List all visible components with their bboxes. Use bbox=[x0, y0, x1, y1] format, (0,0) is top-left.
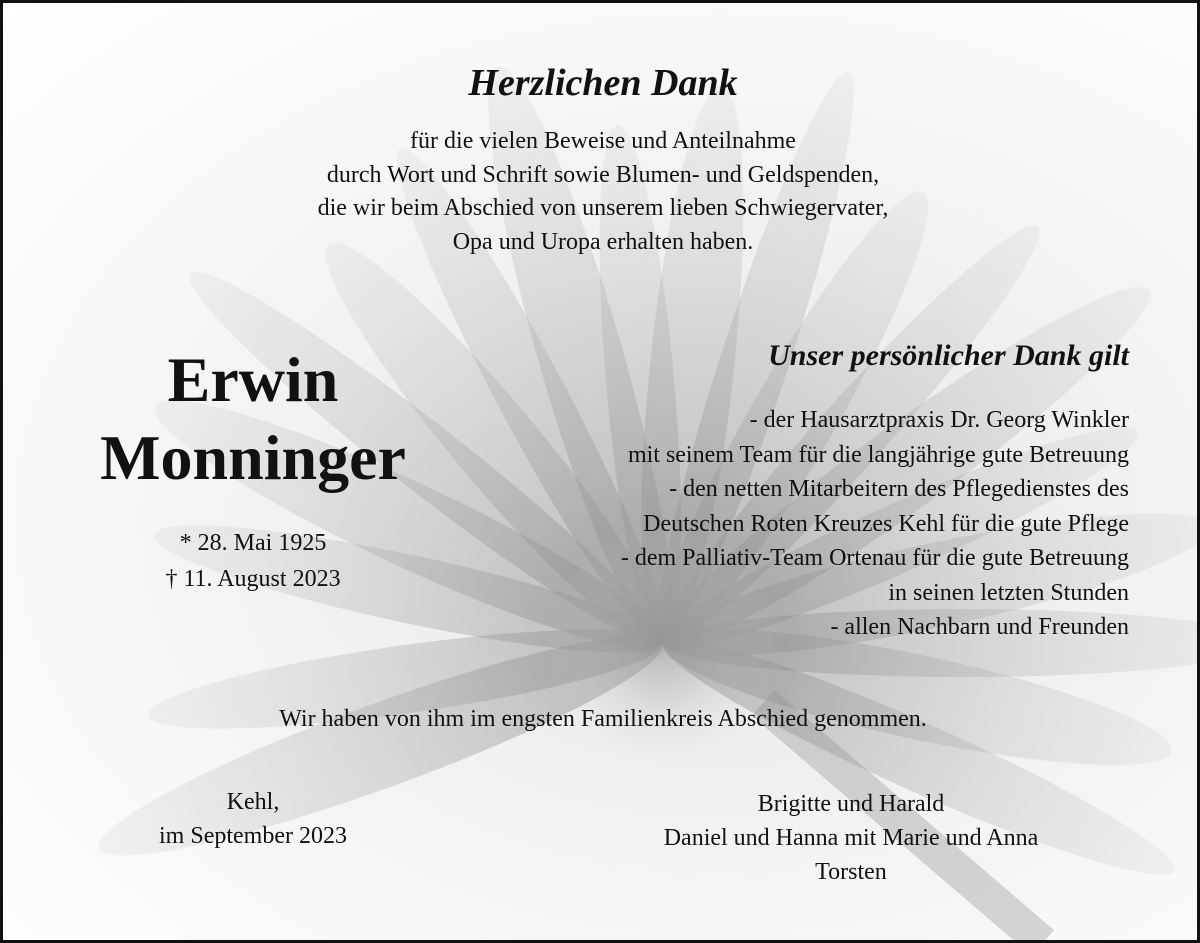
family-signature bbox=[601, 787, 1101, 889]
thanks-line: in seinen letzten Stunden bbox=[888, 579, 1129, 606]
thanks-line: mit seinem Team für die langjährige gute Betreuung bbox=[627, 441, 1129, 468]
thanks-line: - der Hausarztpraxis Dr. Georg Winkler bbox=[749, 407, 1129, 433]
last-name: Monninger bbox=[100, 422, 406, 493]
family-line: Torsten bbox=[815, 859, 887, 885]
deceased-name bbox=[43, 341, 463, 497]
closing-statement: Wir haben von ihm im engsten Familienkreis Abschied genommen. bbox=[279, 706, 927, 732]
personal-thanks-list bbox=[429, 403, 1129, 645]
thanks-line: - allen Nachbarn und Freunden bbox=[830, 614, 1129, 640]
personal-thanks-title: Unser persönlicher Dank gilt bbox=[768, 339, 1129, 372]
family-line: Daniel und Hanna mit Marie und Anna bbox=[663, 825, 1039, 851]
intro-line: die wir beim Abschied von unserem lieben Schwiegervater, bbox=[317, 195, 889, 221]
thanks-line: Deutschen Roten Kreuzes Kehl für die gute Pflege bbox=[643, 510, 1129, 537]
birth-date: * 28. Mai 1925 bbox=[179, 530, 327, 556]
first-name: Erwin bbox=[167, 344, 339, 415]
heading-title: Herzlichen Dank bbox=[468, 62, 738, 104]
life-dates bbox=[63, 525, 443, 597]
intro-line: Opa und Uropa erhalten haben. bbox=[452, 228, 754, 255]
intro-text bbox=[3, 125, 1200, 259]
family-line: Brigitte und Harald bbox=[757, 791, 945, 817]
death-date: † 11. August 2023 bbox=[165, 566, 341, 592]
place-date bbox=[103, 785, 403, 853]
place-line: Kehl, bbox=[226, 789, 280, 815]
place-line: im September 2023 bbox=[159, 823, 347, 849]
thanks-line: - dem Palliativ-Team Ortenau für die gute Betreuung bbox=[620, 545, 1129, 571]
intro-line: für die vielen Beweise und Anteilnahme bbox=[410, 128, 796, 154]
intro-line: durch Wort und Schrift sowie Blumen- und Geldspenden, bbox=[326, 161, 880, 188]
thanks-line: - den netten Mitarbeitern des Pflegedienstes des bbox=[669, 476, 1129, 502]
